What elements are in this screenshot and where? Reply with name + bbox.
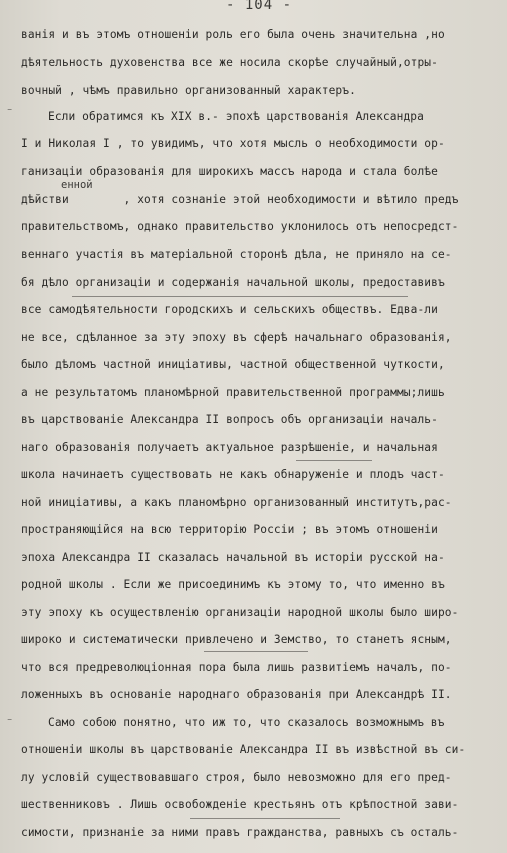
text-line-25: ложенныхъ въ основаніе народнаго образованія при Александрѣ II. xyxy=(21,688,452,701)
text-line-3: вочный , чѣмъ правильно организованный характеръ. xyxy=(21,84,356,97)
text-line-7: дѣйстви , хотя сознаніе этой необходимости и вѣтило предъ xyxy=(21,193,459,206)
text-line-4: Если обратимся къ XIX в.- эпохѣ царствованія Александра xyxy=(48,110,424,123)
text-line-10: бя дѣло организаціи и содержанія начальной школы, предоставивъ xyxy=(21,276,445,289)
text-line-17: школа начинаетъ существовать не какъ обнаруженіе и плодъ част- xyxy=(21,468,445,481)
text-line-28: лу условій существовавшаго строя, было невозможно для его пред- xyxy=(21,771,452,784)
text-line-27: отношеніи школы въ царствованіе Александра II въ извѣстной въ си- xyxy=(21,743,466,756)
text-line-19: пространяющійся на всю территорію Россіи ; въ этомъ отношеніи xyxy=(21,523,438,536)
pencil-underline xyxy=(72,296,408,297)
text-line-22: эту эпоху къ осуществленію организаціи народной школы было широ- xyxy=(21,606,459,619)
text-line-2: дѣятельность духовенства все же носила скорѣе случайный,отры- xyxy=(21,56,438,69)
pencil-underline xyxy=(204,651,308,652)
text-line-5: I и Николая I , то увидимъ, что хотя мысль о необходимости ор- xyxy=(21,137,445,150)
margin-mark-icon: ⁻ xyxy=(6,714,14,728)
text-line-26: Само собою понятно, что иж то, что сказалось возможнымъ въ xyxy=(48,716,445,729)
page-number: - 104 - xyxy=(226,0,293,13)
text-line-30: симости, признаніе за ними правъ гражданства, равныхъ съ осталь- xyxy=(21,826,459,839)
text-line-21: родной школы . Если же присоединимъ къ этому то, что именно въ xyxy=(21,578,445,591)
text-line-24: что вся предреволюціонная пора была лишь развитіемъ началъ, по- xyxy=(21,661,452,674)
text-line-13: было дѣломъ частной иниціативы, частной общественной чуткости, xyxy=(21,358,445,371)
text-line-23: широко и систематически привлечено и Земство, то станетъ ясным, xyxy=(21,633,452,646)
text-line-6: ганизаціи образованія для широкихъ массъ народа и стала болѣе xyxy=(21,165,438,178)
interlinear-insertion: енной xyxy=(61,179,93,191)
pencil-underline xyxy=(296,460,372,461)
text-line-1: ванія и въ этомъ отношеніи роль его была очень значительна ,но xyxy=(21,28,445,41)
text-line-16: наго образованія получаетъ актуальное разрѣшеніе, и начальная xyxy=(21,441,438,454)
text-line-15: въ царствованіе Александра II вопросъ объ организаціи началь- xyxy=(21,413,438,426)
margin-mark-icon: ⁻ xyxy=(6,104,14,118)
text-line-18: ной иниціативы, а какъ планомѣрно организованный институтъ,рас- xyxy=(21,496,452,509)
text-line-12: не все, сдѣланное за эту эпоху въ сферѣ начальнаго образованія, xyxy=(21,331,452,344)
text-line-20: эпоха Александра II сказалась начальной въ исторіи русской на- xyxy=(21,551,445,564)
text-line-29: шественниковъ . Лишь освобожденіе крестьянъ отъ крѣпостной зави- xyxy=(21,798,459,811)
text-line-14: а не результатомъ планомѣрной правительственной программы;лишь xyxy=(21,386,445,399)
text-line-9: веннаго участія въ матеріальной сторонѣ дѣла, не приняло на се- xyxy=(21,248,452,261)
text-line-11: все самодѣятельности городскихъ и сельскихъ обществъ. Едва-ли xyxy=(21,303,438,316)
pencil-underline xyxy=(190,818,340,819)
text-line-8: правительствомъ, однако правительство уклонилось отъ непосредст- xyxy=(21,220,459,233)
